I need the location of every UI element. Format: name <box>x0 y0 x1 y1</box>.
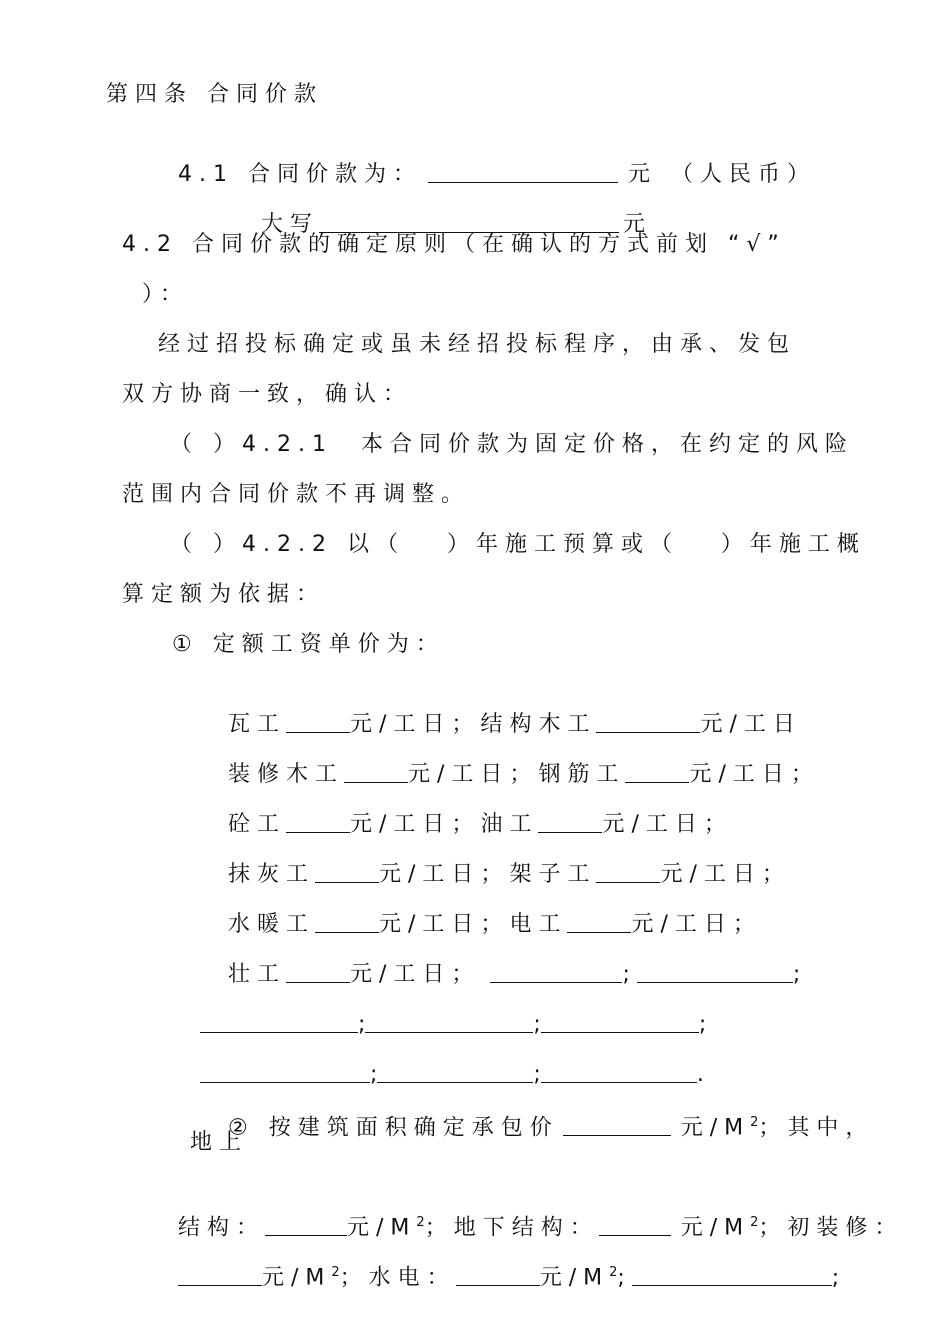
trade-label: 抹灰工 <box>227 862 315 887</box>
wage-unit: 元/工日 <box>379 912 481 937</box>
superscript: 2 <box>750 1115 759 1130</box>
wage-unit: 元/工日 <box>408 762 510 787</box>
water-elec-row: 元$/M^2$；水电： 元$/M^2$; ; <box>122 1228 846 1323</box>
option2-line-1: （ ）4.2.2 以（ ）年施工预算或（ ）年施工概 <box>170 532 866 557</box>
wage-row-2: 装修木工 元/工日；钢筋工 元/工日； <box>227 762 820 787</box>
structure-label: 结构： <box>177 1215 265 1241</box>
option1-line-1: （ ）4.2.1 本合同价款为固定价格，在约定的风险 <box>170 432 854 457</box>
extra-row-1: ; ; ; <box>172 980 706 1070</box>
trade-label: 电工 <box>509 912 568 937</box>
area-price-line <box>172 1078 874 1173</box>
trade-label: 油工 <box>480 812 539 837</box>
water-elec-label: ；水电： <box>339 1265 456 1291</box>
wage-unit: 元/工日 <box>631 912 733 937</box>
wage-unit: 元/工日 <box>660 862 762 887</box>
option2-line-2: 算定额为依据： <box>122 582 326 607</box>
trade-label: 瓦工 <box>227 712 286 737</box>
wage-unit: 元/工日 <box>689 762 791 787</box>
underground-label: ；地下结构： <box>424 1215 599 1241</box>
trade-label: 壮工 <box>227 962 286 987</box>
superscript: 2 <box>609 1265 618 1280</box>
area-price-label: ② 按建筑面积确定承包价 <box>227 1115 559 1141</box>
wage-unit: 元/工日 <box>602 812 704 837</box>
wage-row-6: 壮工 元/工日； ; ; <box>227 962 808 987</box>
wage-unit: 元/工日 <box>379 862 481 887</box>
para1-line-1: 经过招投标确定或虽未经招投标程序，由承、发包 <box>158 332 797 357</box>
wage-row-3: 砼工 元/工日；油工 元/工日； <box>227 812 733 837</box>
wage-heading: ① 定额工资单价为： <box>172 632 445 657</box>
wage-row-4: 抹灰工 元/工日；架子工 元/工日； <box>227 862 791 887</box>
m2-unit: 元/M <box>539 1265 610 1291</box>
trade-label: 水暖工 <box>227 912 315 937</box>
extra-row-2: ; ; . <box>172 1030 704 1120</box>
m2-unit: 元/M <box>347 1215 417 1241</box>
superscript: 2 <box>331 1265 340 1280</box>
wage-unit: 元/工日 <box>700 712 802 737</box>
trade-label: 装修木工 <box>227 762 344 787</box>
article-title: 第四条 合同价款 <box>106 82 323 107</box>
trade-label: 结构木工 <box>480 712 597 737</box>
capital-label: 大写 <box>260 212 319 237</box>
finish-label: ；初装修： <box>758 1215 904 1241</box>
trade-label: 砼工 <box>227 812 286 837</box>
area-price-blank[interactable] <box>563 1113 671 1136</box>
capital-unit: 元 <box>623 212 653 237</box>
price-unit: 元 （人民币） <box>627 162 816 187</box>
superscript: 2 <box>750 1215 759 1230</box>
wage-unit: 元/工日 <box>350 962 452 987</box>
trade-label: 钢筋工 <box>538 762 626 787</box>
wage-unit: 元/工日 <box>350 712 452 737</box>
area-unit: 元/M <box>680 1115 751 1141</box>
area-line-2: 地上 <box>190 1130 249 1155</box>
water-elec-blank[interactable] <box>456 1263 540 1286</box>
principle-line-1: 4.2 合同价款的确定原则（在确认的方式前划 “√” <box>122 232 786 257</box>
extra-blank[interactable] <box>632 1263 832 1286</box>
principle-line-2: ）： <box>142 282 190 307</box>
m2-unit: 元/M <box>261 1265 332 1291</box>
finish-blank[interactable] <box>178 1263 262 1286</box>
wage-row-5: 水暖工 元/工日；电工 元/工日； <box>227 912 762 937</box>
wage-row-1: 瓦工 元/工日；结构木工 元/工日 <box>227 712 802 737</box>
wage-unit: 元/工日 <box>350 812 452 837</box>
area-tail: ；其中， <box>758 1115 875 1141</box>
superscript: 2 <box>416 1215 425 1230</box>
trade-label: 架子工 <box>509 862 597 887</box>
m2-unit: 元/M <box>680 1215 751 1241</box>
option1-line-2: 范围内合同价款不再调整。 <box>122 482 471 507</box>
para1-line-2: 双方协商一致，确认： <box>122 382 413 407</box>
price-label: 4.1 合同价款为： <box>177 162 422 187</box>
